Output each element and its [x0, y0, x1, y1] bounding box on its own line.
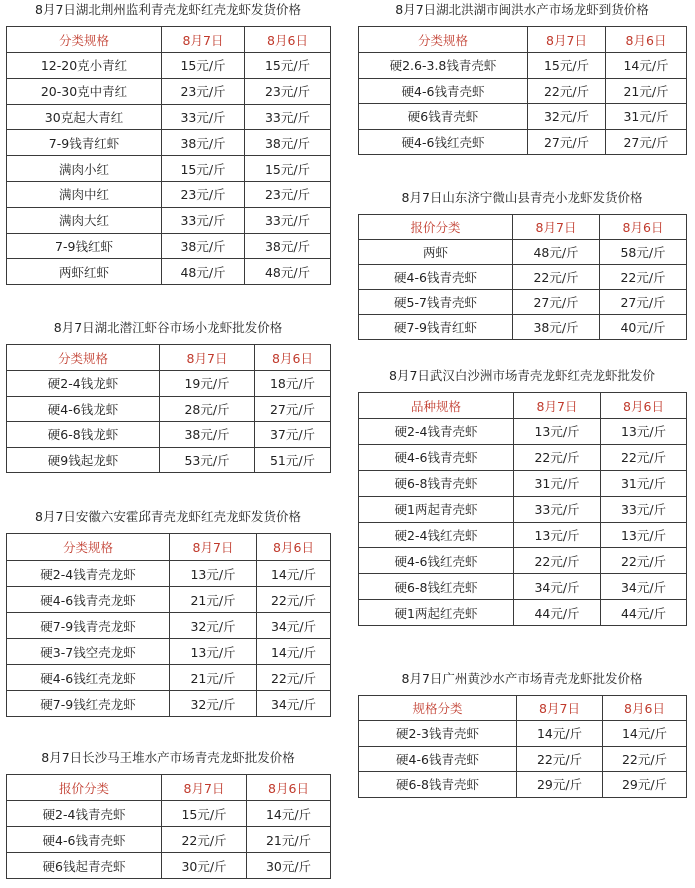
price-aug7-cell: 30元/斤: [162, 853, 247, 879]
table-row: [7, 233, 331, 259]
spec-cell: 硬6-8钱龙虾: [7, 422, 160, 448]
column-header: 8月7日: [528, 27, 606, 53]
spec-cell: 硬7-9钱青红虾: [359, 315, 513, 340]
price-aug6-cell: 31元/斤: [601, 470, 687, 496]
spec-cell: 满肉小红: [7, 156, 162, 182]
price-aug7-cell: 38元/斤: [162, 233, 245, 259]
column-header: 报价分类: [359, 215, 513, 240]
table-row: [359, 470, 687, 496]
column-header: 分类规格: [7, 534, 170, 561]
table-block-jingzhou: [6, 0, 330, 285]
spec-cell: 硬4-6钱青壳虾: [359, 78, 528, 104]
table-row: [359, 444, 687, 470]
column-header: 8月7日: [513, 215, 600, 240]
price-aug7-cell: 14元/斤: [517, 721, 603, 747]
price-aug6-cell: 14元/斤: [257, 639, 331, 665]
price-aug6-cell: 22元/斤: [601, 548, 687, 574]
column-header: 规格分类: [359, 696, 517, 721]
price-aug7-cell: 27元/斤: [513, 290, 600, 315]
table-row: [359, 240, 687, 265]
price-aug7-cell: 33元/斤: [514, 496, 601, 522]
column-header: 8月7日: [170, 534, 257, 561]
table-row: [359, 419, 687, 445]
table-row: [359, 548, 687, 574]
spec-cell: 满肉大红: [7, 207, 162, 233]
price-aug6-cell: 38元/斤: [245, 130, 331, 156]
spec-cell: 硬6-8钱红壳虾: [359, 574, 514, 600]
spec-cell: 硬2-4钱青壳虾: [359, 419, 514, 445]
column-header: 8月6日: [600, 215, 687, 240]
column-header: 分类规格: [359, 27, 528, 53]
spec-cell: 硬2.6-3.8钱青壳虾: [359, 53, 528, 79]
table-title: 8月7日长沙马王堆水产市场青壳龙虾批发价格: [41, 750, 295, 765]
price-aug7-cell: 13元/斤: [170, 639, 257, 665]
price-aug6-cell: 14元/斤: [606, 53, 687, 79]
column-header: 8月6日: [245, 27, 331, 53]
table-row: [359, 574, 687, 600]
price-aug7-cell: 33元/斤: [162, 207, 245, 233]
spec-cell: 硬7-9钱青壳龙虾: [7, 613, 170, 639]
price-aug7-cell: 28元/斤: [160, 396, 255, 422]
spec-cell: 硬6钱青壳虾: [359, 104, 528, 130]
price-aug7-cell: 22元/斤: [162, 827, 247, 853]
table-header-row: [7, 345, 331, 371]
price-aug7-cell: 29元/斤: [517, 772, 603, 798]
spec-cell: 硬2-4钱青壳龙虾: [7, 561, 170, 587]
price-aug7-cell: 15元/斤: [162, 156, 245, 182]
table-row: [7, 396, 331, 422]
table-title: 8月7日湖北荆州监利青壳龙虾红壳龙虾发货价格: [35, 2, 301, 17]
table-row: [359, 290, 687, 315]
price-aug7-cell: 13元/斤: [170, 561, 257, 587]
column-header: 8月6日: [255, 345, 331, 371]
column-header: 报价分类: [7, 775, 162, 801]
column-header: 8月7日: [162, 775, 247, 801]
price-aug6-cell: 29元/斤: [603, 772, 687, 798]
column-header: 分类规格: [7, 345, 160, 371]
price-table: [6, 344, 331, 473]
table-row: [7, 259, 331, 285]
table-block-guangzhou: [358, 669, 686, 798]
price-aug6-cell: 31元/斤: [606, 104, 687, 130]
spec-cell: 12-20克小青红: [7, 53, 162, 79]
spec-cell: 硬4-6钱青壳虾: [359, 265, 513, 290]
price-aug7-cell: 15元/斤: [162, 801, 247, 827]
table-row: [7, 827, 331, 853]
price-aug7-cell: 32元/斤: [170, 613, 257, 639]
table-row: [359, 265, 687, 290]
price-aug7-cell: 13元/斤: [514, 522, 601, 548]
table-header-row: [359, 393, 687, 419]
table-row: [7, 665, 331, 691]
price-aug7-cell: 48元/斤: [162, 259, 245, 285]
price-aug7-cell: 15元/斤: [528, 53, 606, 79]
table-title: 8月7日广州黄沙水产市场青壳龙虾批发价格: [401, 671, 643, 686]
spec-cell: 30克起大青红: [7, 104, 162, 130]
spec-cell: 两虾红虾: [7, 259, 162, 285]
price-aug6-cell: 14元/斤: [247, 801, 331, 827]
column-header: 8月6日: [247, 775, 331, 801]
spec-cell: 硬4-6钱红壳虾: [359, 129, 528, 155]
table-title: 8月7日湖北潜江虾谷市场小龙虾批发价格: [53, 320, 283, 335]
table-title: 8月7日武汉白沙洲市场青壳龙虾红壳龙虾批发价: [389, 368, 655, 383]
price-aug7-cell: 22元/斤: [513, 265, 600, 290]
table-row: [7, 207, 331, 233]
price-aug7-cell: 23元/斤: [162, 181, 245, 207]
table-row: [359, 522, 687, 548]
spec-cell: 硬1两起青壳虾: [359, 496, 514, 522]
table-row: [359, 772, 687, 798]
spec-cell: 硬4-6钱红壳龙虾: [7, 665, 170, 691]
table-header-row: [359, 696, 687, 721]
price-aug7-cell: 15元/斤: [162, 53, 245, 79]
table-block-changsha: [6, 748, 330, 879]
price-aug6-cell: 37元/斤: [255, 422, 331, 448]
price-aug7-cell: 22元/斤: [528, 78, 606, 104]
price-aug6-cell: 33元/斤: [601, 496, 687, 522]
table-row: [359, 315, 687, 340]
price-aug6-cell: 15元/斤: [245, 53, 331, 79]
table-row: [359, 496, 687, 522]
spec-cell: 硬2-4钱龙虾: [7, 371, 160, 397]
price-aug6-cell: 38元/斤: [245, 233, 331, 259]
column-header: 8月6日: [603, 696, 687, 721]
spec-cell: 硬6-8钱青壳虾: [359, 470, 514, 496]
column-header: 品种规格: [359, 393, 514, 419]
price-aug7-cell: 38元/斤: [160, 422, 255, 448]
table-header-row: [359, 215, 687, 240]
spec-cell: 硬6-8钱青壳虾: [359, 772, 517, 798]
price-aug7-cell: 31元/斤: [514, 470, 601, 496]
price-table: [358, 392, 687, 626]
price-aug6-cell: 34元/斤: [601, 574, 687, 600]
price-aug7-cell: 34元/斤: [514, 574, 601, 600]
column-header: 8月6日: [606, 27, 687, 53]
price-aug6-cell: 33元/斤: [245, 207, 331, 233]
price-aug6-cell: 27元/斤: [606, 129, 687, 155]
spec-cell: 两虾: [359, 240, 513, 265]
table-block-qianjiang: [6, 318, 330, 473]
price-aug7-cell: 32元/斤: [528, 104, 606, 130]
column-header: 8月7日: [160, 345, 255, 371]
spec-cell: 硬2-4钱红壳虾: [359, 522, 514, 548]
table-row: [359, 129, 687, 155]
price-aug6-cell: 51元/斤: [255, 447, 331, 473]
price-aug6-cell: 40元/斤: [600, 315, 687, 340]
table-row: [7, 447, 331, 473]
price-aug6-cell: 33元/斤: [245, 104, 331, 130]
table-row: [359, 600, 687, 626]
table-title: 8月7日安徽六安霍邱青壳龙虾红壳龙虾发货价格: [35, 509, 301, 524]
spec-cell: 7-9钱红虾: [7, 233, 162, 259]
price-table: [6, 26, 331, 285]
column-header: 8月6日: [601, 393, 687, 419]
price-aug6-cell: 13元/斤: [601, 419, 687, 445]
table-header-row: [359, 27, 687, 53]
price-aug6-cell: 14元/斤: [257, 561, 331, 587]
price-table: [6, 774, 331, 879]
table-block-weishan: [358, 188, 686, 340]
column-header: 8月7日: [514, 393, 601, 419]
price-aug7-cell: 48元/斤: [513, 240, 600, 265]
spec-cell: 硬5-7钱青壳虾: [359, 290, 513, 315]
price-aug7-cell: 32元/斤: [170, 691, 257, 717]
table-row: [359, 53, 687, 79]
price-aug7-cell: 13元/斤: [514, 419, 601, 445]
table-row: [7, 156, 331, 182]
price-aug7-cell: 38元/斤: [162, 130, 245, 156]
price-aug6-cell: 22元/斤: [601, 444, 687, 470]
price-table: [358, 26, 687, 155]
price-table: [358, 214, 687, 340]
table-row: [7, 853, 331, 879]
table-row: [7, 801, 331, 827]
table-header-row: [7, 775, 331, 801]
price-aug6-cell: 30元/斤: [247, 853, 331, 879]
table-row: [7, 104, 331, 130]
price-aug6-cell: 21元/斤: [606, 78, 687, 104]
table-row: [7, 639, 331, 665]
spec-cell: 硬4-6钱青壳虾: [359, 746, 517, 772]
spec-cell: 7-9钱青红虾: [7, 130, 162, 156]
price-aug6-cell: 22元/斤: [600, 265, 687, 290]
price-aug7-cell: 44元/斤: [514, 600, 601, 626]
price-aug7-cell: 21元/斤: [170, 665, 257, 691]
table-block-baishazhou: [358, 366, 686, 626]
table-row: [7, 78, 331, 104]
spec-cell: 硬9钱起龙虾: [7, 447, 160, 473]
price-aug7-cell: 53元/斤: [160, 447, 255, 473]
table-header-row: [7, 27, 331, 53]
table-row: [7, 371, 331, 397]
table-row: [7, 613, 331, 639]
table-row: [7, 561, 331, 587]
spec-cell: 硬4-6钱青壳龙虾: [7, 587, 170, 613]
price-aug6-cell: 14元/斤: [603, 721, 687, 747]
spec-cell: 硬4-6钱青壳虾: [359, 444, 514, 470]
spec-cell: 硬6钱起青壳虾: [7, 853, 162, 879]
price-aug6-cell: 34元/斤: [257, 613, 331, 639]
price-aug7-cell: 27元/斤: [528, 129, 606, 155]
price-aug6-cell: 18元/斤: [255, 371, 331, 397]
price-table: [6, 533, 331, 717]
price-aug7-cell: 33元/斤: [162, 104, 245, 130]
spec-cell: 20-30克中青红: [7, 78, 162, 104]
spec-cell: 硬4-6钱红壳虾: [359, 548, 514, 574]
price-aug7-cell: 23元/斤: [162, 78, 245, 104]
table-row: [7, 691, 331, 717]
price-aug6-cell: 58元/斤: [600, 240, 687, 265]
spec-cell: 硬4-6钱龙虾: [7, 396, 160, 422]
price-aug6-cell: 22元/斤: [257, 587, 331, 613]
spec-cell: 硬3-7钱空壳龙虾: [7, 639, 170, 665]
table-header-row: [7, 534, 331, 561]
price-aug7-cell: 21元/斤: [170, 587, 257, 613]
price-aug7-cell: 22元/斤: [514, 444, 601, 470]
price-aug6-cell: 44元/斤: [601, 600, 687, 626]
column-header: 8月6日: [257, 534, 331, 561]
table-row: [359, 104, 687, 130]
price-aug6-cell: 27元/斤: [255, 396, 331, 422]
column-header: 8月7日: [162, 27, 245, 53]
table-block-honghu: [358, 0, 686, 155]
price-aug7-cell: 22元/斤: [514, 548, 601, 574]
price-aug7-cell: 19元/斤: [160, 371, 255, 397]
table-row: [359, 721, 687, 747]
table-row: [7, 587, 331, 613]
spec-cell: 硬4-6钱青壳虾: [7, 827, 162, 853]
table-row: [7, 181, 331, 207]
table-row: [359, 78, 687, 104]
price-aug6-cell: 15元/斤: [245, 156, 331, 182]
table-row: [7, 422, 331, 448]
table-row: [7, 130, 331, 156]
price-table: [358, 695, 687, 798]
table-block-huoqiu: [6, 507, 330, 717]
price-aug6-cell: 23元/斤: [245, 78, 331, 104]
spec-cell: 满肉中红: [7, 181, 162, 207]
spec-cell: 硬2-3钱青壳虾: [359, 721, 517, 747]
price-aug6-cell: 48元/斤: [245, 259, 331, 285]
price-aug6-cell: 22元/斤: [257, 665, 331, 691]
spec-cell: 硬2-4钱青壳虾: [7, 801, 162, 827]
table-row: [7, 53, 331, 79]
price-aug6-cell: 21元/斤: [247, 827, 331, 853]
price-aug6-cell: 34元/斤: [257, 691, 331, 717]
spec-cell: 硬1两起红壳虾: [359, 600, 514, 626]
price-aug6-cell: 22元/斤: [603, 746, 687, 772]
column-header: 8月7日: [517, 696, 603, 721]
spec-cell: 硬7-9钱红壳龙虾: [7, 691, 170, 717]
table-title: 8月7日湖北洪湖市闽洪水产市场龙虾到货价格: [395, 2, 649, 17]
table-title: 8月7日山东济宁微山县青壳小龙虾发货价格: [401, 190, 643, 205]
table-row: [359, 746, 687, 772]
price-aug6-cell: 23元/斤: [245, 181, 331, 207]
price-aug6-cell: 27元/斤: [600, 290, 687, 315]
column-header: 分类规格: [7, 27, 162, 53]
price-aug6-cell: 13元/斤: [601, 522, 687, 548]
price-aug7-cell: 38元/斤: [513, 315, 600, 340]
price-aug7-cell: 22元/斤: [517, 746, 603, 772]
